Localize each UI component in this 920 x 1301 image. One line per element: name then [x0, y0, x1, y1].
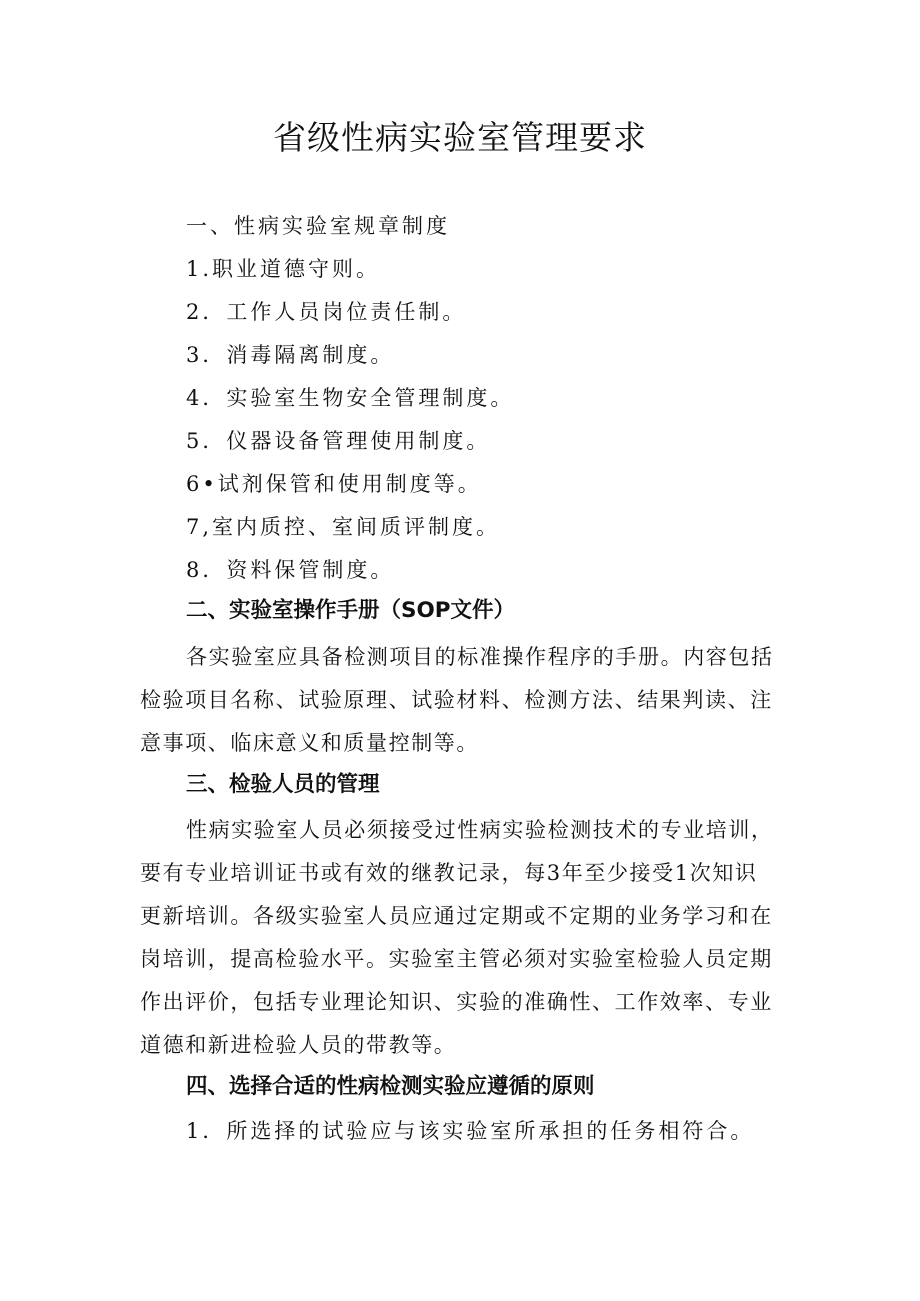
- list-item: 7,室内质控、室间质评制度。: [186, 515, 501, 539]
- paragraph-line: 意事项、临床意义和质量控制等。: [140, 731, 479, 755]
- list-item: 5．仪器设备管理使用制度。: [186, 429, 491, 453]
- list-item: 1.职业道德守则。: [186, 257, 381, 281]
- document-title: 省级性病实验室管理要求: [273, 118, 647, 157]
- paragraph-line: 检验项目名称、试验原理、试验材料、检测方法、结果判读、注: [140, 688, 773, 712]
- list-item: 2．工作人员岗位责任制。: [186, 300, 467, 324]
- paragraph-line: 性病实验室人员必须接受过性病实验检测技术的专业培训，: [186, 818, 774, 842]
- paragraph-line: 各实验室应具备检测项目的标准操作程序的手册。内容包括: [186, 645, 774, 669]
- list-item: 4．实验室生物安全管理制度。: [186, 386, 515, 410]
- paragraph-line: 岗培训，提高检验水平。实验室主管必须对实验室检验人员定期: [140, 947, 773, 971]
- paragraph-line: 道德和新进检验人员的带教等。: [140, 1033, 457, 1057]
- section-heading-2: 二、实验室操作手册（SOP文件）: [186, 598, 516, 623]
- paragraph-line: 作出评价，包括专业理论知识、实验的准确性、工作效率、专业: [140, 990, 773, 1014]
- list-item: 8．资料保管制度。: [186, 558, 395, 582]
- paragraph-line: 要有专业培训证书或有效的继教记录，每3年至少接受1次知识: [140, 861, 758, 885]
- section-heading-3: 三、检验人员的管理: [186, 772, 380, 797]
- list-item: 6•试剂保管和使用制度等。: [186, 472, 482, 496]
- list-item: 1．所选择的试验应与该实验室所承担的任务相符合。: [186, 1119, 755, 1143]
- section-heading-4: 四、选择合适的性病检测实验应遵循的原则: [186, 1074, 595, 1099]
- paragraph-line: 更新培训。各级实验室人员应通过定期或不定期的业务学习和在: [140, 904, 773, 928]
- section-heading-1: 一、性病实验室规章制度: [186, 214, 450, 238]
- list-item: 3．消毒隔离制度。: [186, 343, 395, 367]
